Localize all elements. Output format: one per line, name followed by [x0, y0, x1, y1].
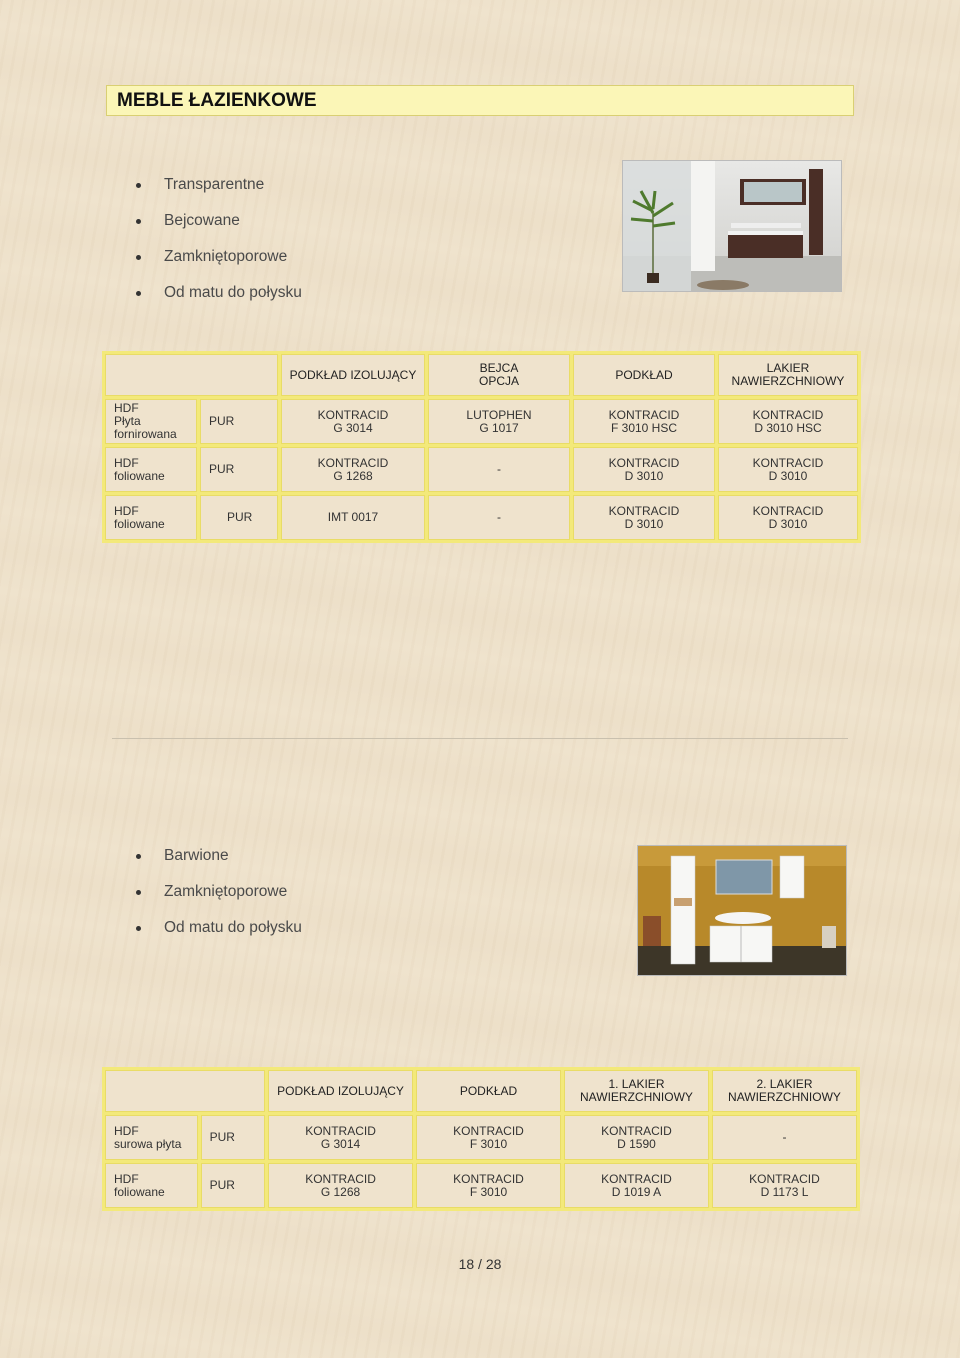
table-cell: HDF foliowane	[105, 447, 197, 492]
table-cell: PUR	[200, 399, 278, 444]
finish-list-1	[136, 174, 302, 318]
table-cell: IMT 0017	[281, 495, 425, 540]
table-cell: HDF foliowane	[105, 1163, 198, 1208]
bathroom-photo-1	[622, 160, 842, 292]
table-cell: KONTRACID D 1173 L	[712, 1163, 857, 1208]
section-divider	[112, 738, 848, 739]
table-cell: PUR	[200, 447, 278, 492]
bullet-icon	[136, 219, 141, 224]
list-item: Barwione	[136, 845, 302, 881]
materials-table-2	[102, 1067, 860, 1211]
column-header: LAKIER NAWIERZCHNIOWY	[718, 354, 858, 396]
list-item: Zamkniętoporowe	[136, 246, 302, 282]
table-cell: -	[428, 495, 570, 540]
table-header-row	[105, 1070, 857, 1112]
table-cell: KONTRACID G 1268	[281, 447, 425, 492]
list-item: Transparentne	[136, 174, 302, 210]
table-cell: HDF foliowane	[105, 495, 197, 540]
table-row	[105, 399, 858, 444]
column-header: BEJCA OPCJA	[428, 354, 570, 396]
table-cell: KONTRACID F 3010	[416, 1163, 561, 1208]
list-item: Zamkniętoporowe	[136, 881, 302, 917]
bathroom-photo-2	[637, 845, 847, 976]
table-cell: KONTRACID G 3014	[281, 399, 425, 444]
table-cell: HDF surowa płyta	[105, 1115, 198, 1160]
bullet-icon	[136, 291, 141, 296]
bullet-icon	[136, 854, 141, 859]
table-cell: PUR	[201, 1163, 265, 1208]
table-row	[105, 1115, 857, 1160]
finish-list-2	[136, 845, 302, 953]
empty-header-cell	[105, 1070, 265, 1112]
page-number: 18 / 28	[458, 1256, 502, 1272]
table-cell: KONTRACID F 3010 HSC	[573, 399, 715, 444]
table-cell: LUTOPHEN G 1017	[428, 399, 570, 444]
bullet-icon	[136, 890, 141, 895]
table-cell: KONTRACID D 3010	[718, 495, 858, 540]
table-cell: KONTRACID D 1019 A	[564, 1163, 709, 1208]
table-row	[105, 447, 858, 492]
table-cell: KONTRACID D 3010	[718, 447, 858, 492]
materials-table-1	[102, 351, 861, 543]
column-header: PODKŁAD	[416, 1070, 561, 1112]
table-cell: KONTRACID F 3010	[416, 1115, 561, 1160]
table-cell: PUR	[201, 1115, 265, 1160]
table-cell: KONTRACID D 3010	[573, 447, 715, 492]
bullet-icon	[136, 183, 141, 188]
column-header: PODKŁAD IZOLUJĄCY	[268, 1070, 413, 1112]
list-item: Od matu do połysku	[136, 917, 302, 953]
table-header-row	[105, 354, 858, 396]
table-row	[105, 1163, 857, 1208]
column-header: PODKŁAD	[573, 354, 715, 396]
table-cell: -	[428, 447, 570, 492]
table-cell: KONTRACID G 1268	[268, 1163, 413, 1208]
list-item: Bejcowane	[136, 210, 302, 246]
table-cell: KONTRACID D 3010	[573, 495, 715, 540]
table-cell: KONTRACID D 1590	[564, 1115, 709, 1160]
table-cell: PUR	[200, 495, 278, 540]
table-cell: KONTRACID D 3010 HSC	[718, 399, 858, 444]
table-cell: KONTRACID G 3014	[268, 1115, 413, 1160]
column-header: 1. LAKIER NAWIERZCHNIOWY	[564, 1070, 709, 1112]
page-title: MEBLE ŁAZIENKOWE	[106, 85, 854, 116]
table-cell: HDF Płyta fornirowana	[105, 399, 197, 444]
bullet-icon	[136, 255, 141, 260]
empty-header-cell	[105, 354, 278, 396]
table-cell: -	[712, 1115, 857, 1160]
bullet-icon	[136, 926, 141, 931]
column-header: 2. LAKIER NAWIERZCHNIOWY	[712, 1070, 857, 1112]
table-row	[105, 495, 858, 540]
column-header: PODKŁAD IZOLUJĄCY	[281, 354, 425, 396]
list-item: Od matu do połysku	[136, 282, 302, 318]
